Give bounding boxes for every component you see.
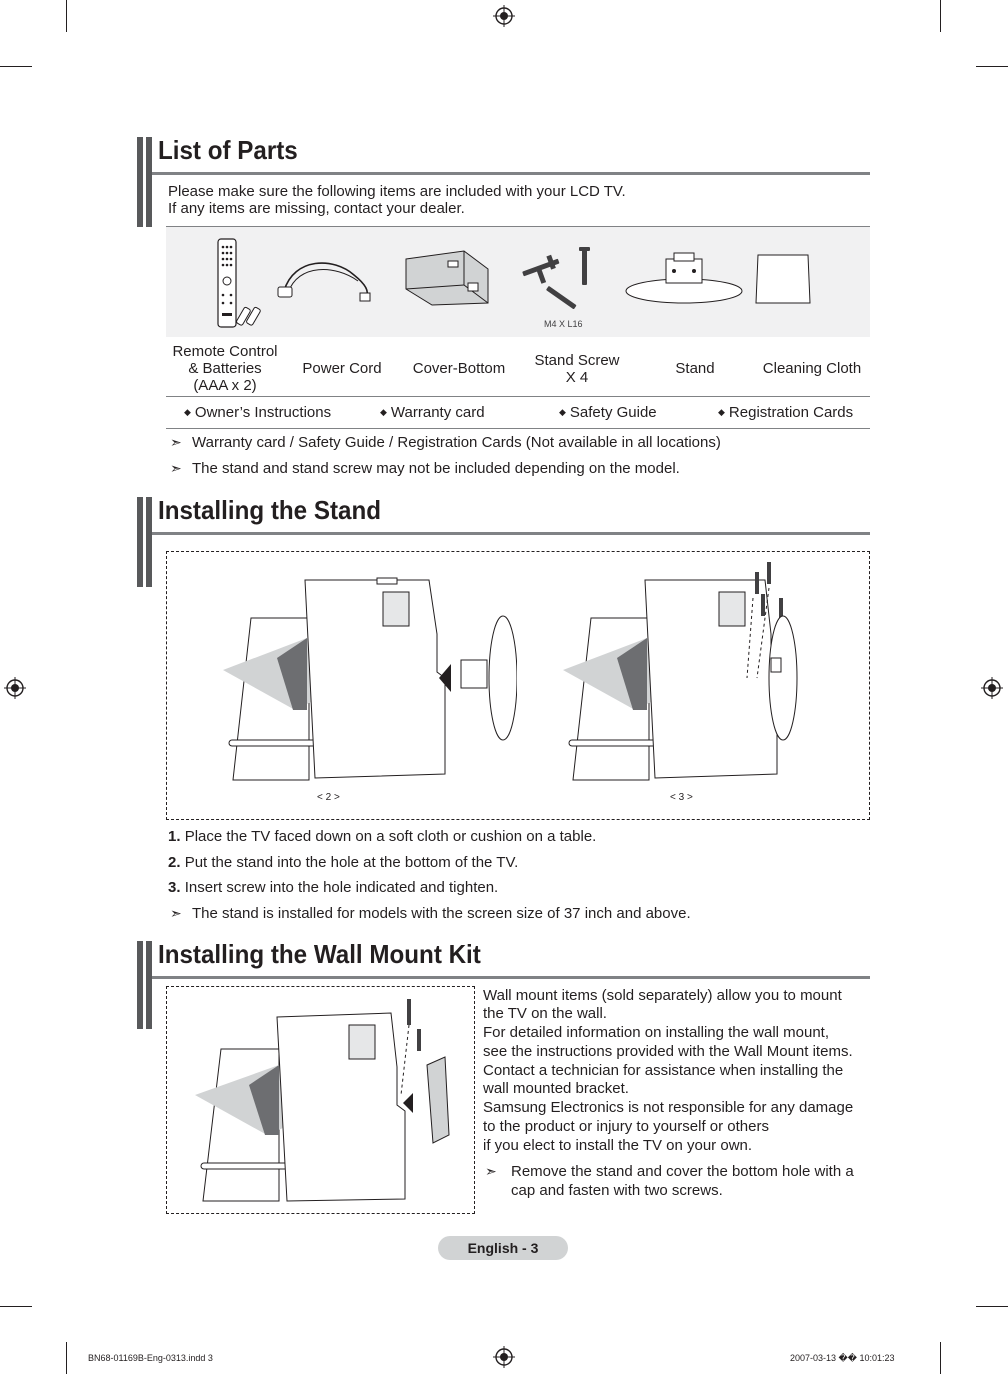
- footer-timestamp: 2007-03-13 �� 10:01:23: [790, 1353, 895, 1363]
- wall-text-line: Samsung Electronics is not responsible for any damage: [483, 1099, 854, 1116]
- wall-text-line: see the instructions provided with the Wall Mount items.: [483, 1043, 853, 1060]
- section-bar: [137, 941, 143, 1029]
- crop-mark: [66, 0, 67, 32]
- crop-mark: [976, 1306, 1008, 1307]
- stand-step: 1. Place the TV faced down on a soft cloth or cushion on a table.: [168, 828, 597, 845]
- cover-bottom-icon: [402, 245, 494, 309]
- diamond-bullet-icon: ◆: [184, 407, 191, 417]
- diamond-bullet-icon: ◆: [380, 407, 387, 417]
- wall-text-line: the TV on the wall.: [483, 1005, 607, 1022]
- registration-mark-icon: [493, 5, 515, 27]
- part-label-power-cord: Power Cord: [302, 360, 382, 377]
- figure-2-illustration: [217, 574, 517, 786]
- registration-mark-icon: [493, 1346, 515, 1368]
- wall-text-line: to the product or injury to yourself or others: [483, 1118, 769, 1135]
- section-rule: [152, 172, 870, 175]
- parts-note: ➣ The stand and stand screw may not be included depending on the model.: [170, 460, 680, 477]
- note-arrow-icon: ➣: [170, 434, 182, 450]
- wall-note: ➣ Remove the stand and cover the bottom hole with a: [485, 1163, 854, 1180]
- note-arrow-icon: ➣: [170, 460, 182, 476]
- note-arrow-icon: ➣: [170, 905, 182, 921]
- crop-mark: [940, 1342, 941, 1374]
- section-title-stand: Installing the Stand: [158, 495, 382, 525]
- wall-mount-illustration: [187, 995, 467, 1207]
- registration-mark-icon: [981, 677, 1003, 699]
- figure-3-label: < 3 >: [670, 792, 693, 803]
- cleaning-cloth-icon: [752, 251, 814, 307]
- extra-item: ◆ Owner’s Instructions: [184, 404, 332, 421]
- stand-note: ➣ The stand is installed for models with the screen size of 37 inch and above.: [170, 905, 691, 922]
- part-label-cover-bottom: Cover-Bottom: [412, 360, 506, 377]
- section-rule: [152, 976, 870, 979]
- crop-mark: [940, 0, 941, 32]
- diamond-bullet-icon: ◆: [559, 407, 566, 417]
- footer-file-name: BN68-01169B-Eng-0313.indd 3: [88, 1353, 213, 1363]
- section-bar: [137, 137, 143, 227]
- figure-3-illustration: [555, 558, 825, 786]
- wall-text-line: Contact a technician for assistance when installing the: [483, 1062, 844, 1079]
- wall-text-line: wall mounted bracket.: [483, 1080, 629, 1097]
- part-label-remote: Remote Control & Batteries (AAA x 2): [172, 343, 278, 394]
- crop-mark: [976, 66, 1008, 67]
- extra-item: ◆ Safety Guide: [559, 404, 657, 421]
- power-cord-icon: [274, 247, 374, 307]
- crop-mark: [0, 1306, 32, 1307]
- part-label-cleaning-cloth: Cleaning Cloth: [762, 360, 862, 377]
- parts-intro-line1: Please make sure the following items are included with your LCD TV.: [168, 183, 626, 200]
- stand-step: 2. Put the stand into the hole at the bottom of the TV.: [168, 854, 519, 871]
- note-arrow-icon: ➣: [485, 1163, 497, 1179]
- diamond-bullet-icon: ◆: [718, 407, 725, 417]
- parts-illustration-band: [166, 226, 870, 337]
- figure-2-label: < 2 >: [317, 792, 340, 803]
- crop-mark: [0, 66, 32, 67]
- section-bar: [137, 497, 143, 587]
- remote-control-icon: [212, 237, 272, 329]
- part-label-stand-screw: Stand Screw X 4: [534, 352, 620, 386]
- wall-text-line: Wall mount items (sold separately) allow you to mount: [483, 987, 842, 1004]
- stand-icon: [622, 251, 746, 307]
- wall-mount-figure-box: [166, 986, 475, 1214]
- section-title-parts: List of Parts: [158, 135, 298, 165]
- wall-text-line: For detailed information on installing the wall mount,: [483, 1024, 830, 1041]
- section-bar: [146, 497, 152, 587]
- section-bar: [146, 941, 152, 1029]
- crop-mark: [66, 1342, 67, 1374]
- section-title-wall-mount: Installing the Wall Mount Kit: [158, 939, 481, 969]
- parts-note: ➣ Warranty card / Safety Guide / Registration Cards (Not available in all locations): [170, 434, 721, 451]
- part-label-stand: Stand: [675, 360, 715, 377]
- stand-step: 3. Insert screw into the hole indicated and tighten.: [168, 879, 499, 896]
- stand-screw-icon: [516, 243, 606, 313]
- page-number-badge: English - 3: [438, 1236, 568, 1260]
- extra-item: ◆ Warranty card: [380, 404, 485, 421]
- extra-documents-row: [166, 396, 870, 429]
- stand-figures-box: [166, 551, 870, 820]
- wall-note-continued: cap and fasten with two screws.: [511, 1182, 723, 1199]
- extra-item: ◆ Registration Cards: [718, 404, 854, 421]
- section-rule: [152, 532, 870, 535]
- screw-spec-label: M4 X L16: [544, 319, 583, 329]
- section-bar: [146, 137, 152, 227]
- registration-mark-icon: [4, 677, 26, 699]
- parts-intro-line2: If any items are missing, contact your dealer.: [168, 200, 465, 217]
- wall-text-line: if you elect to install the TV on your own.: [483, 1137, 753, 1154]
